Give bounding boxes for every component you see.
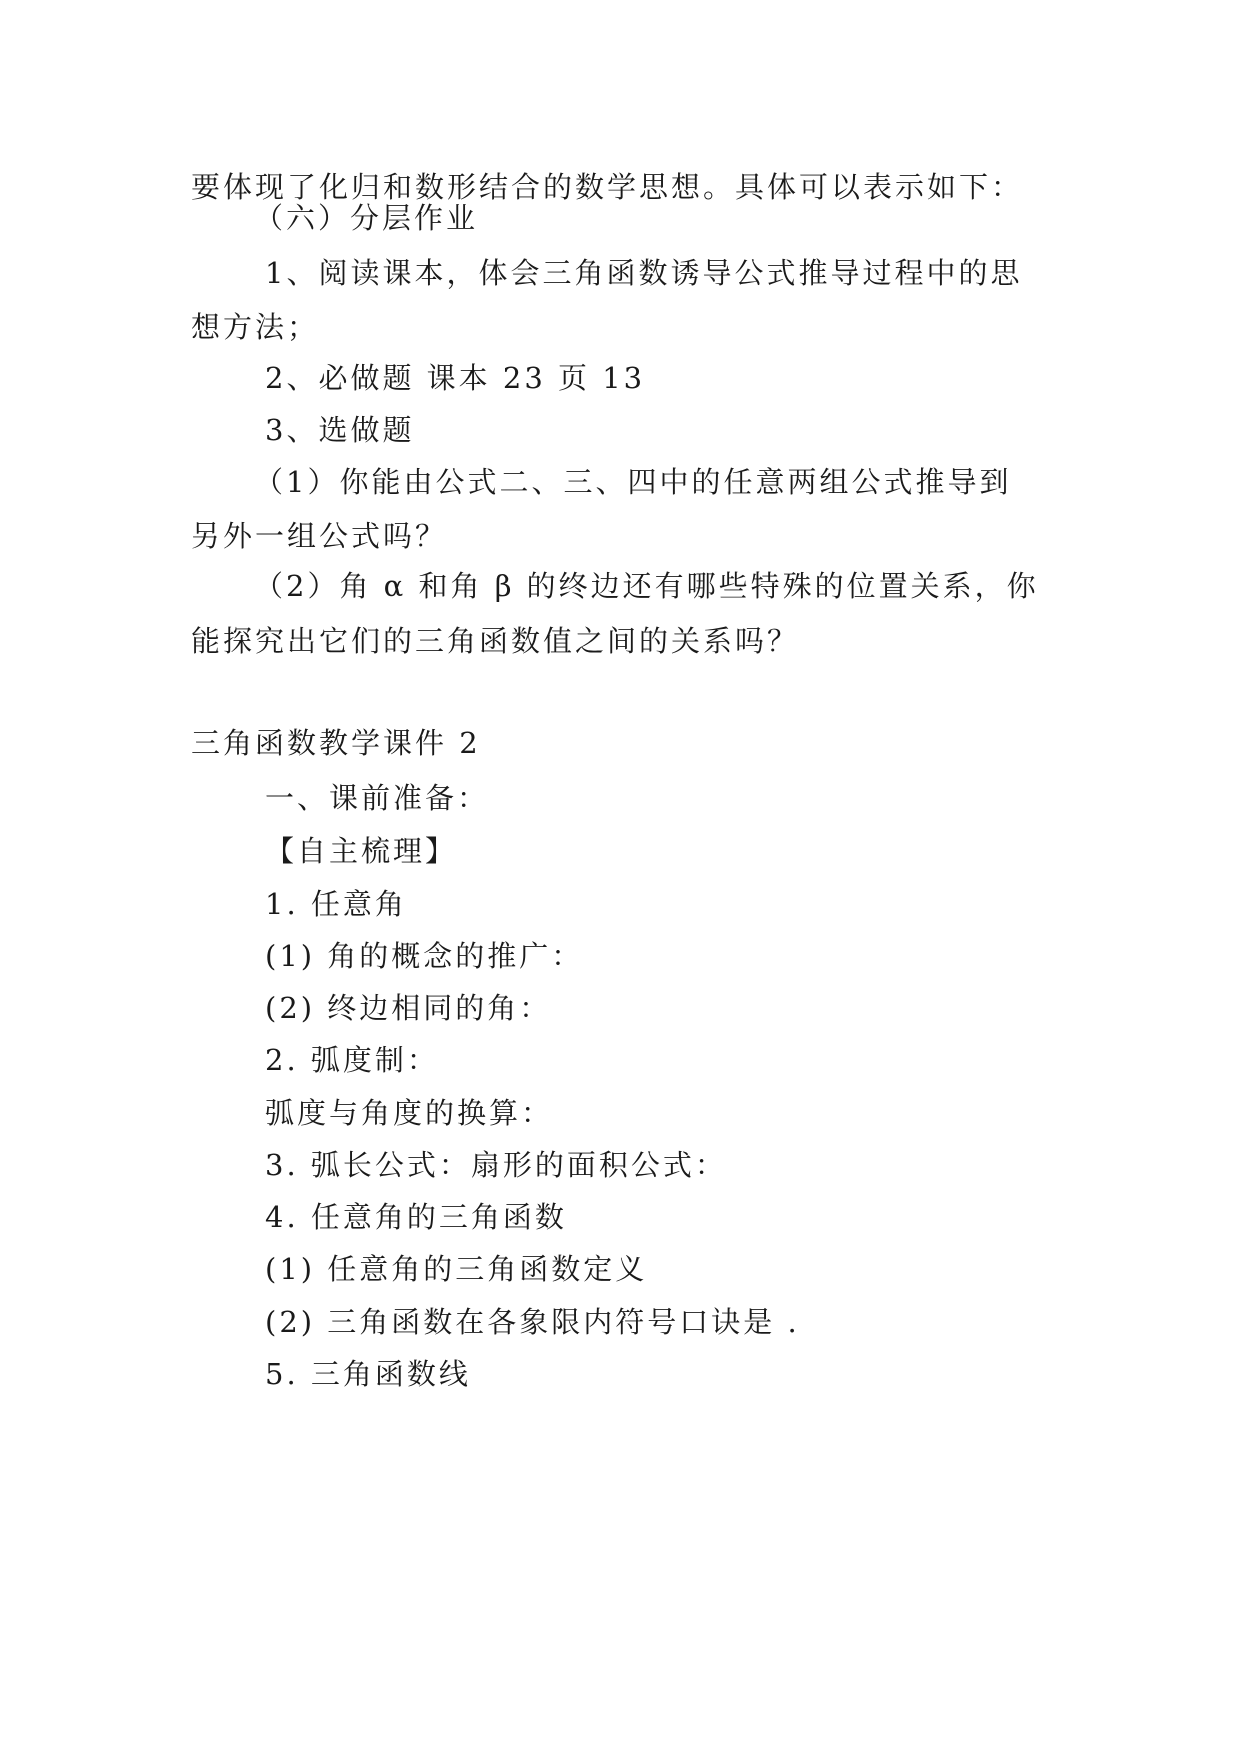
item-arbitrary-angle: 1. 任意角 [265,887,407,921]
subheading-self-review: 【自主梳理】 [265,834,458,868]
item-arc-length: 3. 弧长公式：扇形的面积公式： [265,1148,727,1182]
section-preparation: 一、课前准备： [265,781,490,815]
subitem-conversion: 弧度与角度的换算： [265,1096,554,1130]
item-radian-measure: 2. 弧度制： [265,1043,439,1077]
homework-item-3: 3、选做题 [265,413,415,447]
courseware-title: 三角函数教学课件 2 [191,726,481,760]
section-heading-layered-homework: （六）分层作业 [254,201,479,235]
subitem-quadrant-signs: (2) 三角函数在各象限内符号口诀是 . [265,1305,800,1339]
optional-question-2-cont: 能探究出它们的三角函数值之间的关系吗？ [191,624,800,658]
homework-item-2: 2、必做题 课本 23 页 13 [265,361,646,395]
item-trig-functions: 4. 任意角的三角函数 [265,1200,567,1234]
text-line-continuation: 要体现了化归和数形结合的数学思想。具体可以表示如下： [191,170,1024,204]
optional-question-2: （2）角 α 和角 β 的终边还有哪些特殊的位置关系，你 [254,569,1039,603]
subitem-trig-definition: (1) 任意角的三角函数定义 [265,1252,648,1286]
homework-item-1-cont: 想方法； [191,310,320,344]
optional-question-1-cont: 另外一组公式吗？ [191,519,448,553]
optional-question-1: （1）你能由公式二、三、四中的任意两组公式推导到 [254,465,1012,499]
item-trig-lines: 5. 三角函数线 [265,1357,471,1391]
homework-item-1: 1、阅读课本，体会三角函数诱导公式推导过程中的思 [265,256,1023,290]
subitem-coterminal-angle: (2) 终边相同的角： [265,991,552,1025]
subitem-angle-concept: (1) 角的概念的推广： [265,939,584,973]
